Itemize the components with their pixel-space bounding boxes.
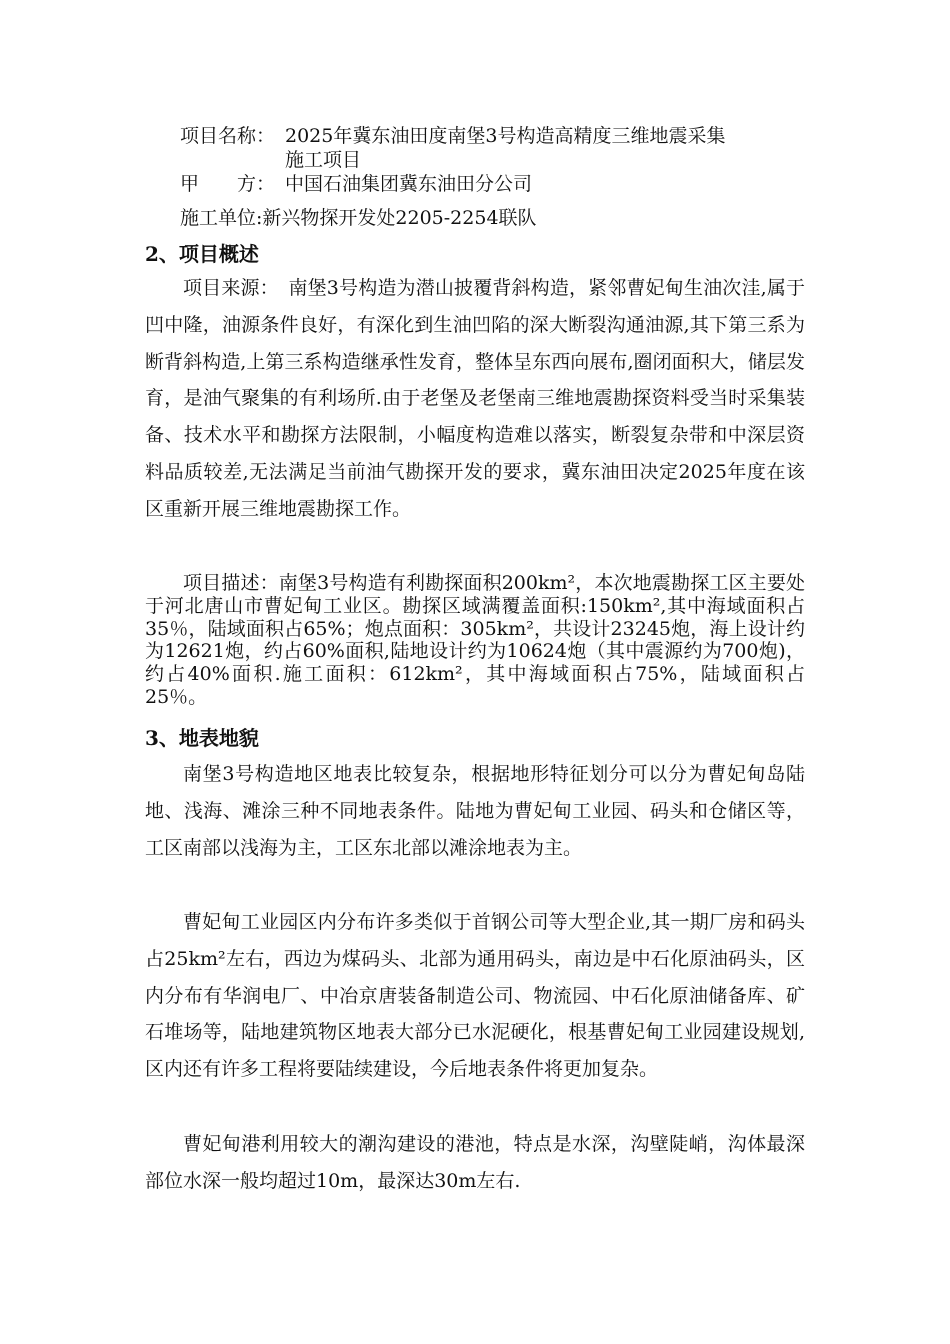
party-a-label: 甲 方： <box>180 173 276 195</box>
project-name-value-line1: 2025年冀东油田度南堡3号构造高精度三维地震采集 <box>285 125 726 147</box>
contractor-line: 施工单位:新兴物探开发处2205-2254联队 <box>180 207 537 229</box>
project-source-paragraph: 项目来源： 南堡3号构造为潜山披覆背斜构造，紧邻曹妃甸生油次洼,属于凹中隆，油源条件良好，有深化到生油凹陷的深大断裂沟通油源,其下第三系为断背斜构造,上第三系构造继承性发育，整体呈东西向展布,圈闭面积大，储层发育，是油气聚集的有利场所.由于老堡及老堡南三维地震勘探资料受当时采集装备、技术水平和勘探方法限制，小幅度构造难以落实，断裂复杂带和中深层资料品质较差,无法满足当前油气勘探开发的要求，冀东油田决定2025年度在该区重新开展三维地震勘探工作。 <box>145 277 805 520</box>
section-heading-terrain: 3、地表地貌 <box>145 726 259 750</box>
project-description-paragraph: 项目描述：南堡3号构造有利勘探面积200km²，本次地震勘探工区主要处于河北唐山市曹妃甸工业区。勘探区域满覆盖面积:150km²,其中海域面积占35％，陆域面积占65%；炮点面积：305km²，共设计23245炮，海上设计约为12621炮，约占60%面积,陆地设计约为10624炮（其中震源约为700炮)，约占40%面积.施工面积：612km²，其中海域面积占75%，陆域面积占25％。 <box>145 572 805 708</box>
party-a-value: 中国石油集团冀东油田分公司 <box>285 173 533 195</box>
project-name-value-line2: 施工项目 <box>285 149 362 171</box>
project-name-label: 项目名称： <box>180 125 276 147</box>
section-heading-overview: 2、项目概述 <box>145 242 259 266</box>
terrain-paragraph-3: 曹妃甸港利用较大的潮沟建设的港池，特点是水深，沟壁陡峭，沟体最深部位水深一般均超过10m，最深达30m左右. <box>145 1133 805 1192</box>
terrain-paragraph-1: 南堡3号构造地区地表比较复杂，根据地形特征划分可以分为曹妃甸岛陆地、浅海、滩涂三种不同地表条件。陆地为曹妃甸工业园、码头和仓储区等，工区南部以浅海为主，工区东北部以滩涂地表为主。 <box>145 763 805 859</box>
terrain-paragraph-2: 曹妃甸工业园区内分布许多类似于首钢公司等大型企业,其一期厂房和码头占25km²左右，西边为煤码头、北部为通用码头，南边是中石化原油码头，区内分布有华润电厂、中冶京唐装备制造公司、物流园、中石化原油储备库、矿石堆场等，陆地建筑物区地表大部分已水泥硬化，根基曹妃甸工业园建设规划,区内还有许多工程将要陆续建设，今后地表条件将更加复杂。 <box>145 911 805 1081</box>
